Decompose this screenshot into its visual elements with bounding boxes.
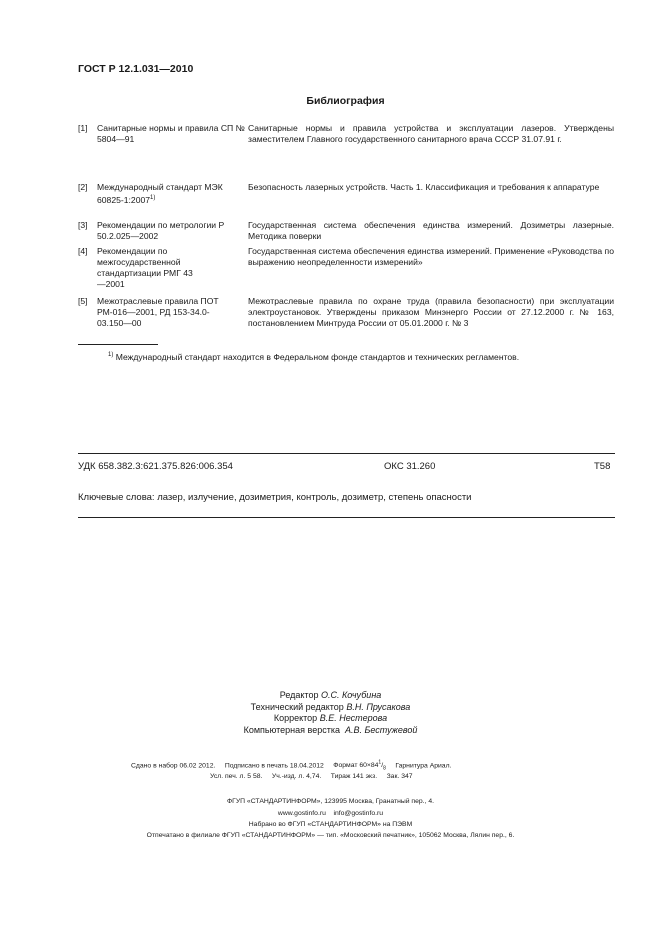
staff-tech-editor: Технический редактор В.Н. Прусакова xyxy=(250,701,411,712)
footnote-marker: 1) xyxy=(108,352,114,359)
imprint-run: Тираж 141 экз. xyxy=(330,773,378,780)
imprint-sent: Сдано в набор 06.02 2012. xyxy=(131,762,216,770)
staff-list xyxy=(0,690,661,736)
entry-reference: Рекомендации по метрологии Р 50.2.025—2002 xyxy=(97,220,225,241)
footnote xyxy=(108,352,519,362)
standard-number: ГОСТ Р 12.1.031—2010 xyxy=(78,63,194,75)
footnote-mark: 1) xyxy=(150,195,156,201)
imprint-pub-sheets: Уч.-изд. л. 4,74. xyxy=(271,773,322,780)
typeset-note: Набрано во ФГУП «СТАНДАРТИНФОРМ» на ПЭВМ xyxy=(248,821,413,828)
entry-reference: Санитарные нормы и правила СП № 5804—91 xyxy=(97,123,245,144)
entry-number: [2] xyxy=(78,182,88,192)
udk-code: УДК 658.382.3:621.375.826:006.354 xyxy=(78,461,233,472)
imprint-line-2 xyxy=(210,773,413,780)
entry-description: Безопасность лазерных устройств. Часть 1. Классификация и требования к аппаратуре xyxy=(248,182,600,192)
entry-number: [1] xyxy=(78,123,88,133)
oks-code: ОКС 31.260 xyxy=(384,461,436,472)
staff-layout: Компьютерная верстка А.В. Бестужевой xyxy=(243,724,418,735)
divider-top xyxy=(78,453,615,454)
classification-code: Т58 xyxy=(594,461,611,472)
footnote-text: Международный стандарт находится в Федеральном фонде стандартов и технических регламентов. xyxy=(115,352,520,362)
entry-number: [4] xyxy=(78,246,88,256)
imprint-typeface: Гарнитура Ариал. xyxy=(395,762,452,770)
bibliography-title: Библиография xyxy=(306,95,385,107)
publisher-contacts xyxy=(0,810,661,817)
entry-number: [3] xyxy=(78,220,88,230)
entry-description: Государственная система обеспечения единства измерений. Дозиметры лазерные. Методика поверки xyxy=(248,220,614,241)
imprint-print-sheets: Усл. печ. л. 5 58. xyxy=(210,773,263,780)
entry-description: Межотраслевые правила по охране труда (правила безопасности) при эксплуатации электроустановок. Утверждены приказом Минэнерго России от 27.12.2000 г. № 163, постановлением Минтруда России от 05.01.2000 г. № 3 xyxy=(248,296,614,328)
imprint-order: Зак. 347 xyxy=(386,773,413,780)
staff-editor: Редактор О.С. Кочубина xyxy=(279,690,382,700)
imprint-signed: Подписано в печать 18.04.2012 xyxy=(224,762,324,770)
publisher-email[interactable]: info@gostinfo.ru xyxy=(333,810,384,817)
publisher-address: ФГУП «СТАНДАРТИНФОРМ», 123995 Москва, Гранатный пер., 4. xyxy=(226,798,435,805)
entry-description: Государственная система обеспечения единства измерений. Применение «Руководства по выражению неопределенности измерений» xyxy=(248,246,614,267)
imprint-line-1 xyxy=(131,760,451,772)
printing-note: Отпечатано в филиале ФГУП «СТАНДАРТИНФОРМ» — тип. «Московский печатник», 105062 Москва, Лялин пер., 6. xyxy=(146,832,515,839)
staff-proofreader: Корректор В.Е. Нестерова xyxy=(273,713,388,723)
entry-reference: Международный стандарт МЭК 60825-1:2007$^{1)}$ xyxy=(97,182,223,205)
imprint-format: Формат $60\times 84^1/_8$ xyxy=(333,760,386,772)
publisher-site[interactable]: www.gostinfo.ru xyxy=(277,810,326,817)
keywords: Ключевые слова: лазер, излучение, дозиметрия, контроль, дозиметр, степень опасности xyxy=(78,492,472,503)
divider-bottom xyxy=(78,517,615,518)
footnote-divider xyxy=(78,344,158,345)
entry-description: Санитарные нормы и правила устройства и эксплуатации лазеров. Утверждены заместителем Главного государственного санитарного врача СССР 31.07.91 г. xyxy=(248,123,614,144)
entry-number: [5] xyxy=(78,296,88,306)
entry-reference: Рекомендации по межгосударственной стандартизации РМГ 43—2001 xyxy=(97,246,193,289)
entry-reference: Межотраслевые правила ПОТ РМ-016—2001, РД 153-34.0-03.150—00 xyxy=(97,296,219,328)
